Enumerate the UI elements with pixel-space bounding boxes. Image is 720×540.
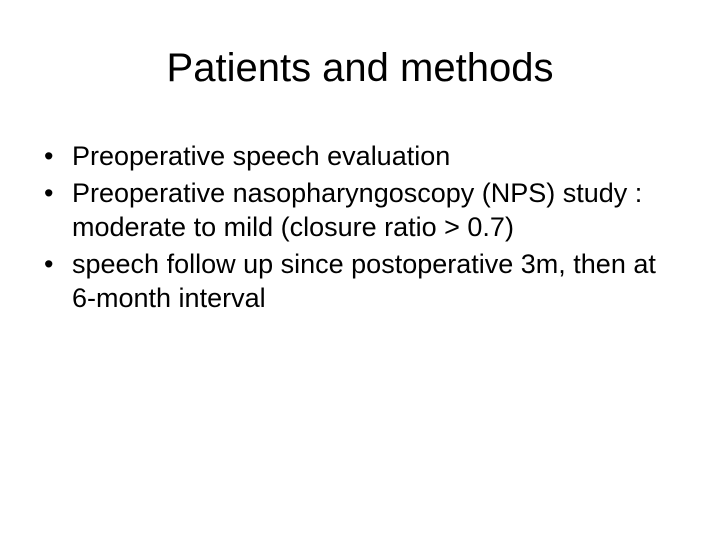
bullet-list: [44, 139, 684, 318]
bullet-text: speech follow up since postoperative 3m, then at 6-month interval: [72, 249, 656, 313]
bullet-item: [44, 176, 684, 244]
bullet-icon: •: [44, 249, 54, 279]
bullet-text: Preoperative nasopharyngoscopy (NPS) study : moderate to mild (closure ratio > 0.7): [72, 178, 643, 242]
bullet-item: [44, 139, 684, 173]
bullet-item: [44, 247, 684, 315]
slide-title: Patients and methods: [166, 46, 554, 90]
bullet-icon: •: [44, 141, 54, 171]
bullet-icon: •: [44, 178, 54, 208]
bullet-text: Preoperative speech evaluation: [72, 141, 451, 171]
